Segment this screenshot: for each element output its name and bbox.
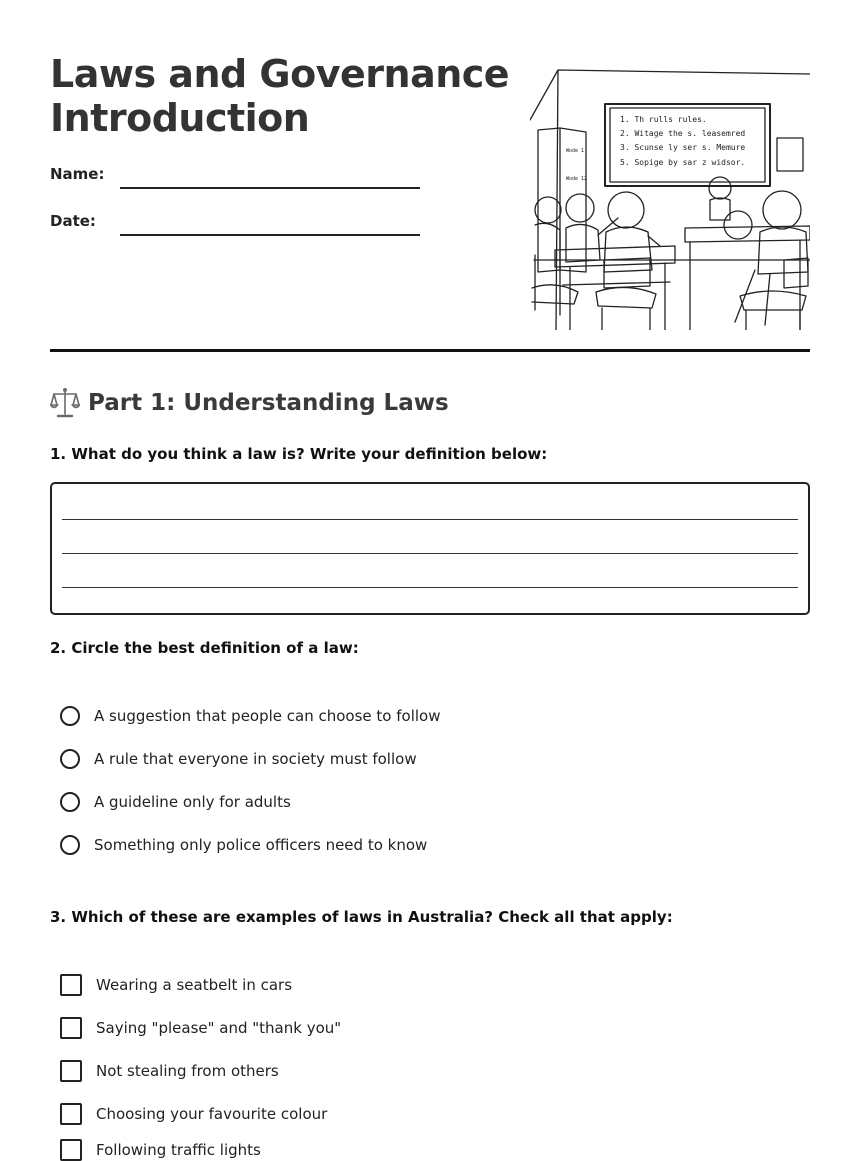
poster-label-2: Wode 12 xyxy=(566,176,588,182)
q3-option[interactable] xyxy=(60,1103,327,1125)
circle-option-icon[interactable] xyxy=(60,749,80,769)
title-line-1: Laws and Governance xyxy=(50,52,510,96)
question-1: 1. What do you think a law is? Write your definition below: xyxy=(50,445,548,463)
q3-option[interactable] xyxy=(60,1017,341,1039)
scales-icon xyxy=(50,386,80,420)
date-field[interactable] xyxy=(120,234,420,236)
checkbox-icon[interactable] xyxy=(60,1103,82,1125)
checkbox-icon[interactable] xyxy=(60,1017,82,1039)
worksheet-title xyxy=(50,52,510,140)
q3-option[interactable] xyxy=(60,1060,279,1082)
circle-option-icon[interactable] xyxy=(60,835,80,855)
classroom-illustration xyxy=(530,60,810,330)
writing-line xyxy=(62,587,798,588)
title-line-2: Introduction xyxy=(50,96,310,140)
option-label: Following traffic lights xyxy=(96,1141,261,1159)
option-label: Wearing a seatbelt in cars xyxy=(96,976,293,994)
circle-option-icon[interactable] xyxy=(60,792,80,812)
date-label: Date: xyxy=(50,212,96,230)
circle-option-icon[interactable] xyxy=(60,706,80,726)
name-label: Name: xyxy=(50,165,105,183)
q2-option[interactable] xyxy=(60,749,417,769)
question-2: 2. Circle the best definition of a law: xyxy=(50,639,359,657)
writing-line xyxy=(62,553,798,554)
option-label: Not stealing from others xyxy=(96,1062,279,1080)
q3-option[interactable] xyxy=(60,974,292,996)
writing-line xyxy=(62,519,798,520)
board-line-4: 5. Sopige by sar z widsor. xyxy=(620,158,746,167)
option-label: Something only police officers need to know xyxy=(94,836,428,854)
option-label: Choosing your favourite colour xyxy=(96,1105,328,1123)
q2-option[interactable] xyxy=(60,706,440,726)
section-heading xyxy=(50,386,449,420)
board-line-1: 1. Th rulls rules. xyxy=(620,115,707,124)
q3-option[interactable] xyxy=(60,1139,261,1161)
checkbox-icon[interactable] xyxy=(60,1060,82,1082)
board-line-2: 2. Witage the s. leasemred xyxy=(620,129,746,138)
checkbox-icon[interactable] xyxy=(60,974,82,996)
definition-answer-box[interactable] xyxy=(50,482,810,615)
header-divider xyxy=(50,349,810,352)
option-label: Saying "please" and "thank you" xyxy=(96,1019,342,1037)
option-label: A guideline only for adults xyxy=(94,793,291,811)
q2-option[interactable] xyxy=(60,835,427,855)
option-label: A suggestion that people can choose to follow xyxy=(94,707,441,725)
checkbox-icon[interactable] xyxy=(60,1139,82,1161)
question-3: 3. Which of these are examples of laws in Australia? Check all that apply: xyxy=(50,908,673,926)
section-title: Part 1: Understanding Laws xyxy=(88,390,449,416)
board-line-3: 3. Scunse ly ser s. Memure xyxy=(620,143,746,152)
option-label: A rule that everyone in society must follow xyxy=(94,750,417,768)
q2-option[interactable] xyxy=(60,792,291,812)
name-field[interactable] xyxy=(120,187,420,189)
poster-label-1: Wode 1 xyxy=(566,148,585,154)
